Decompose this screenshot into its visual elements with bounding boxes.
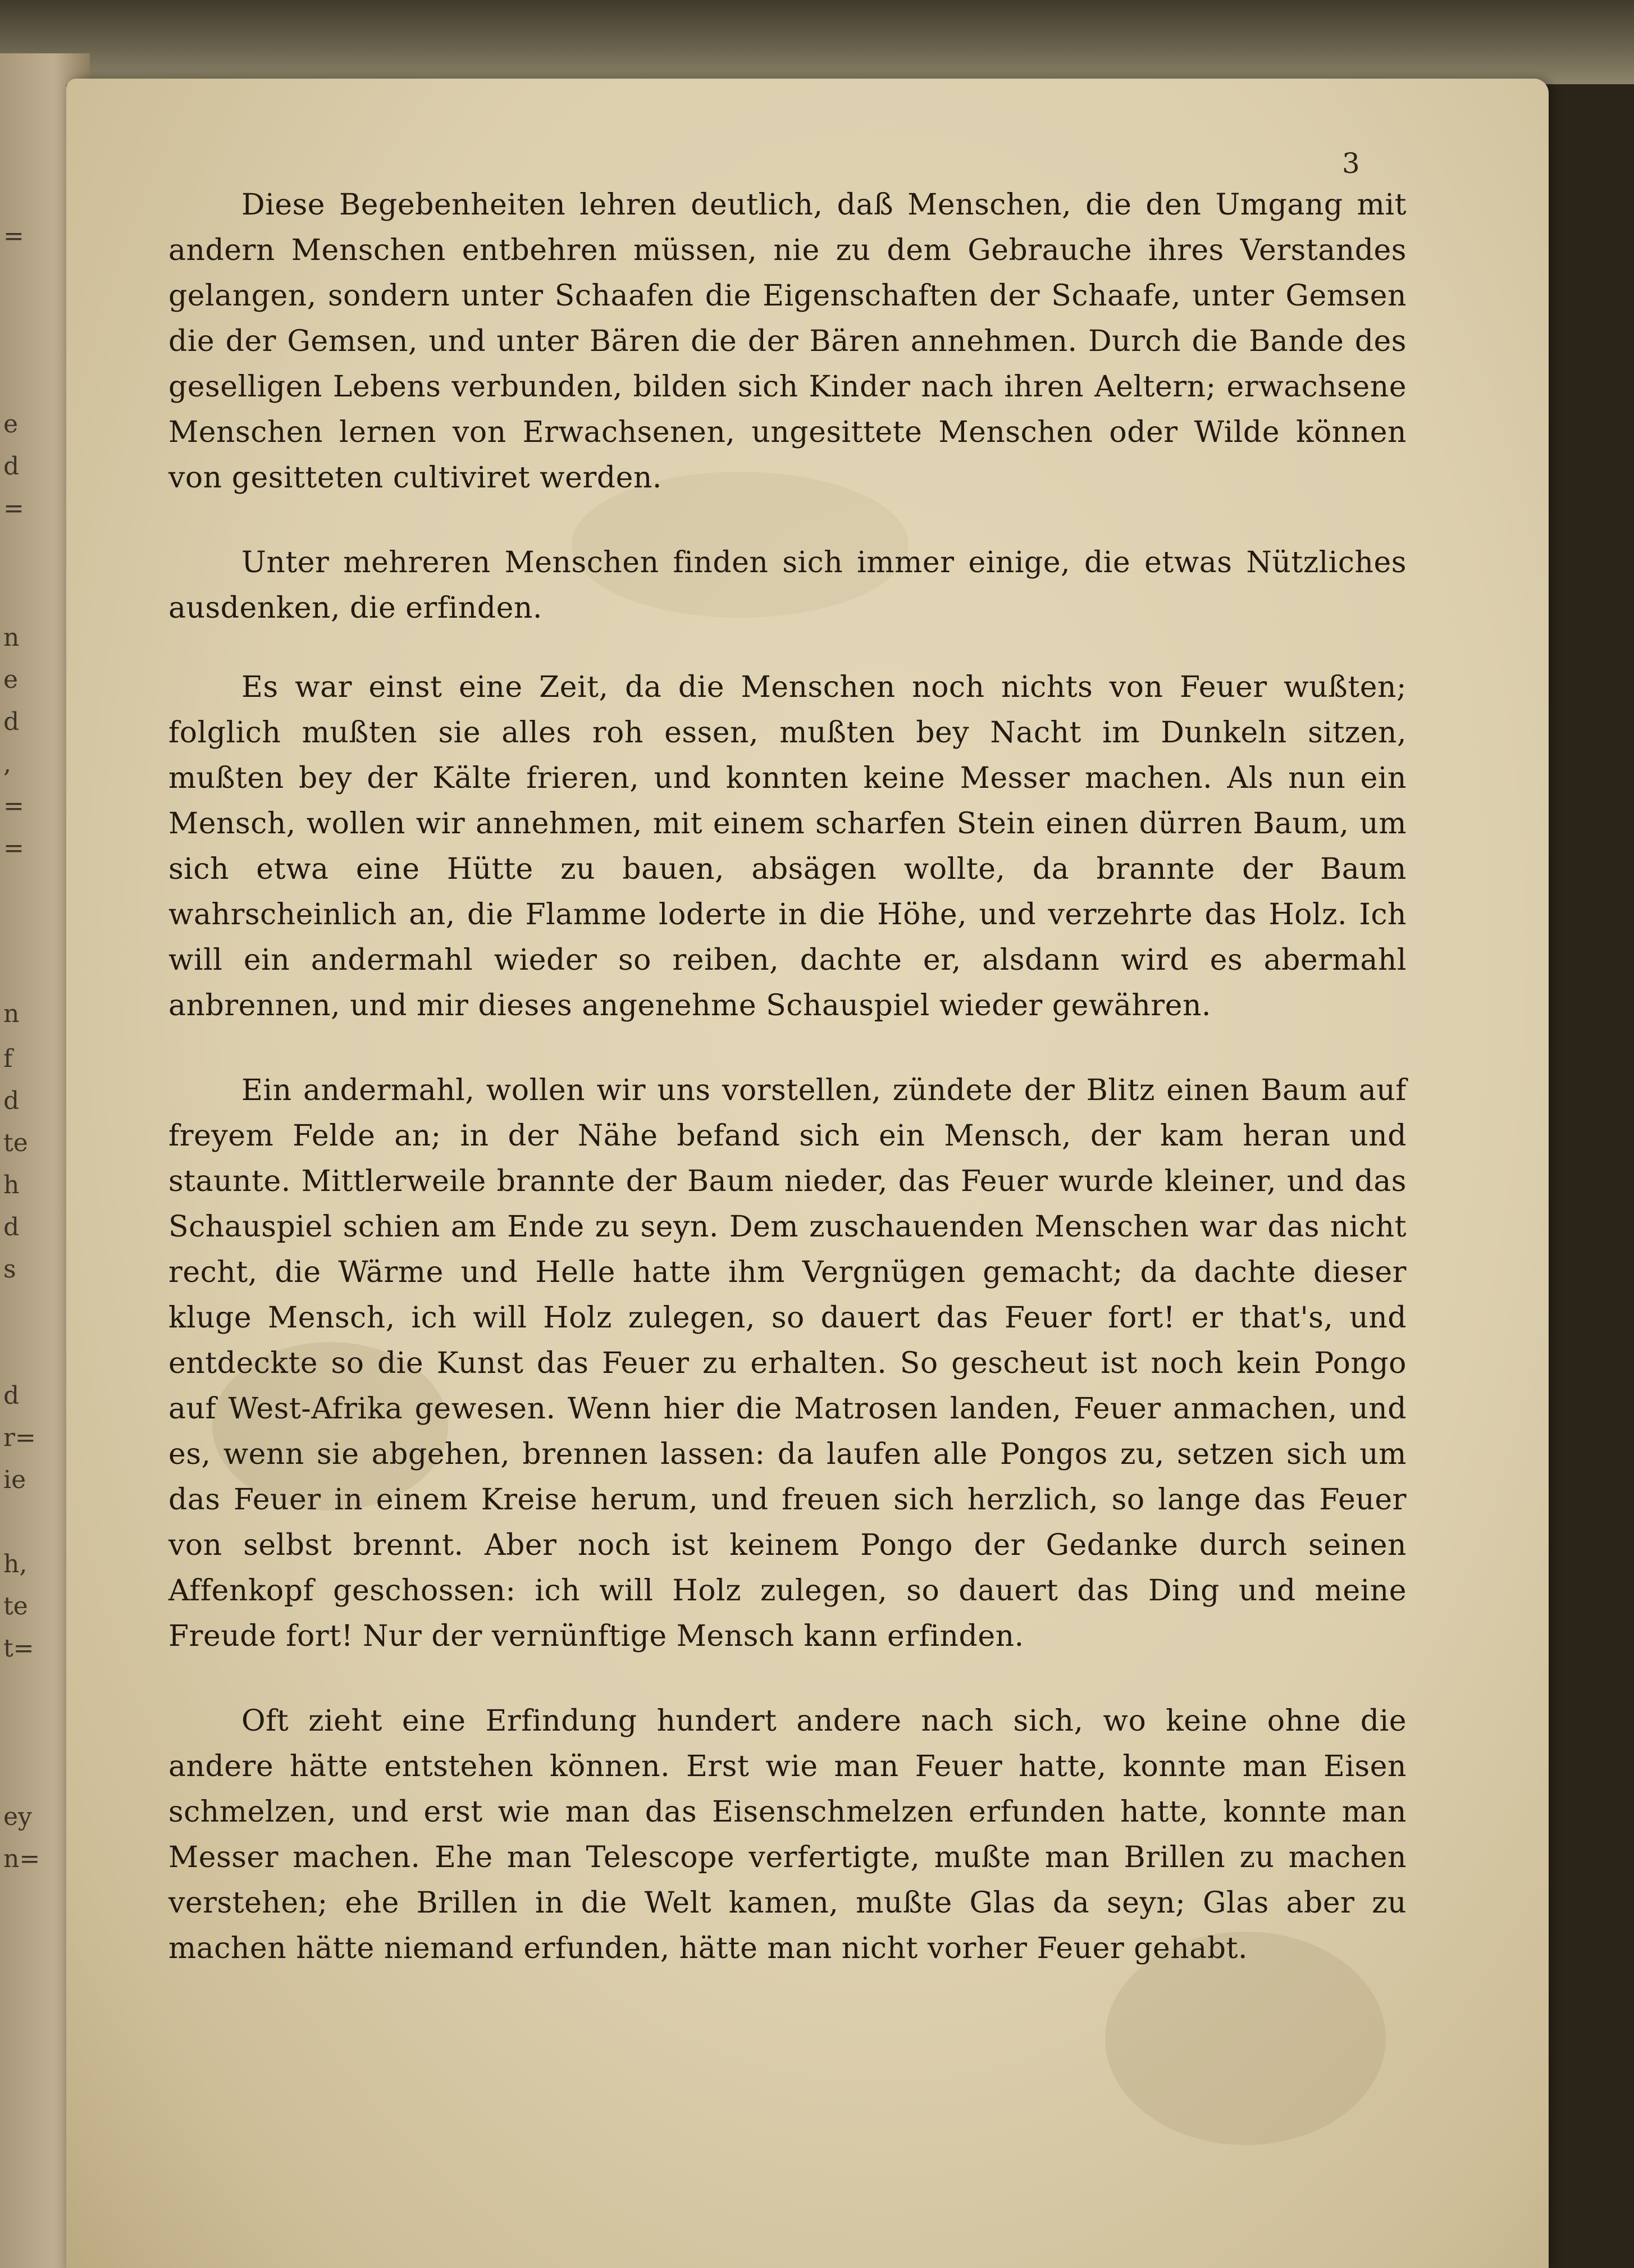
fragment: f (3, 1044, 13, 1073)
fragment: d (3, 1213, 20, 1242)
fragment: d (3, 1087, 20, 1115)
fragment: s (3, 1255, 16, 1284)
page-number: 3 (1342, 147, 1360, 180)
book-binding-edge (0, 0, 1634, 84)
fragment: , (3, 750, 11, 778)
paragraph: Diese Begebenheiten lehren deutlich, daß Menschen, die den Umgang mit andern Menschen entbehren müssen, nie zu dem Gebrauche ihres Verstandes gelangen, sondern unter Schaafen die Eigenschaften der Schaafe, unter Gemsen die der Gemsen, und unter Bären die der Bären annehmen. Durch die Bande des geselligen Lebens verbunden, bilden sich Kinder nach ihren Aeltern; erwachsene Menschen lernen von Erwachsenen, ungesittete Menschen oder Wilde können von gesitteten cultiviret werden. (168, 188, 1407, 495)
fragment: r= (3, 1423, 36, 1452)
paragraph: Oft zieht eine Erfindung hundert andere nach sich, wo keine ohne die andere hätte entstehen können. Erst wie man Feuer hatte, konnte man Eisen schmelzen, und erst wie man das Eisenschmelzen erfunden hatte, konnte man Messer machen. Ehe man Telescope verfertigte, mußte man Brillen zu machen verstehen; ehe Brillen in die Welt kamen, mußte Glas da seyn; Glas aber zu machen hätte niemand erfunden, hätte man nicht vorher Feuer gehabt. (168, 1704, 1407, 1965)
paragraph: Es war einst eine Zeit, da die Menschen noch nichts von Feuer wußten; folglich mußten sie alles roh essen, mußten bey Nacht im Dunkeln sitzen, mußten bey der Kälte frieren, und konnten keine Messer machen. Als nun ein Mensch, wollen wir annehmen, mit einem scharfen Stein einen dürren Baum, um sich etwa eine Hütte zu bauen, absägen wollte, da brannte der Baum wahrscheinlich an, die Flamme loderte in die Höhe, und verzehrte das Holz. Ich will ein andermahl wieder so reiben, dachte er, alsdann wird es abermahl anbrennen, und mir dieses angenehme Schauspiel wieder gewähren. (168, 670, 1407, 1023)
fragment: = (3, 834, 24, 863)
fragment: d (3, 452, 20, 481)
fragment: = (3, 494, 24, 523)
fragment: te (3, 1592, 28, 1621)
fragment: te (3, 1129, 28, 1157)
fragment: ie (3, 1466, 26, 1494)
fragment: t= (3, 1634, 34, 1663)
fragment: n (3, 1000, 20, 1028)
fragment: n (3, 623, 20, 652)
fragment: h (3, 1171, 20, 1199)
fragment: d (3, 708, 20, 736)
fragment: ey (3, 1802, 32, 1831)
paragraph: Unter mehreren Menschen finden sich immer einige, die etwas Nützliches ausdenken, die erfinden. (168, 546, 1407, 625)
paragraph: Ein andermahl, wollen wir uns vorstellen, zündete der Blitz einen Baum auf freyem Felde an; in der Nähe befand sich ein Mensch, der kam heran und staunte. Mittlerweile brannte der Baum nieder, das Feuer wurde kleiner, und das Schauspiel schien am Ende zu seyn. Dem zuschauenden Menschen war das nicht recht, die Wärme und Helle hatte ihm Vergnügen gemacht; da dachte dieser kluge Mensch, ich will Holz zulegen, so dauert das Feuer fort! er that's, und entdeckte so die Kunst das Feuer zu erhalten. So gescheut ist noch kein Pongo auf West-Afrika gewesen. Wenn hier die Matrosen landen, Feuer anmachen, und es, wenn sie abgehen, brennen lassen: da laufen alle Pongos zu, setzen sich um das Feuer in einem Kreise herum, und freuen sich herzlich, so lange das Feuer von selbst brennt. Aber noch ist keinem Pongo der Gedanke durch seinen Affenkopf geschossen: ich will Holz zulegen, so dauert das Ding und meine Freude fort! Nur der vernünftige Mensch kann erfinden. (168, 1074, 1407, 1653)
fragment: = (3, 792, 24, 820)
fragment: n= (3, 1845, 40, 1873)
fragment: d (3, 1381, 20, 1410)
fragment: e (3, 410, 19, 439)
fragment: h, (3, 1550, 28, 1578)
page-body (168, 182, 1407, 2011)
fragment: = (3, 222, 24, 250)
fragment: e (3, 665, 19, 694)
